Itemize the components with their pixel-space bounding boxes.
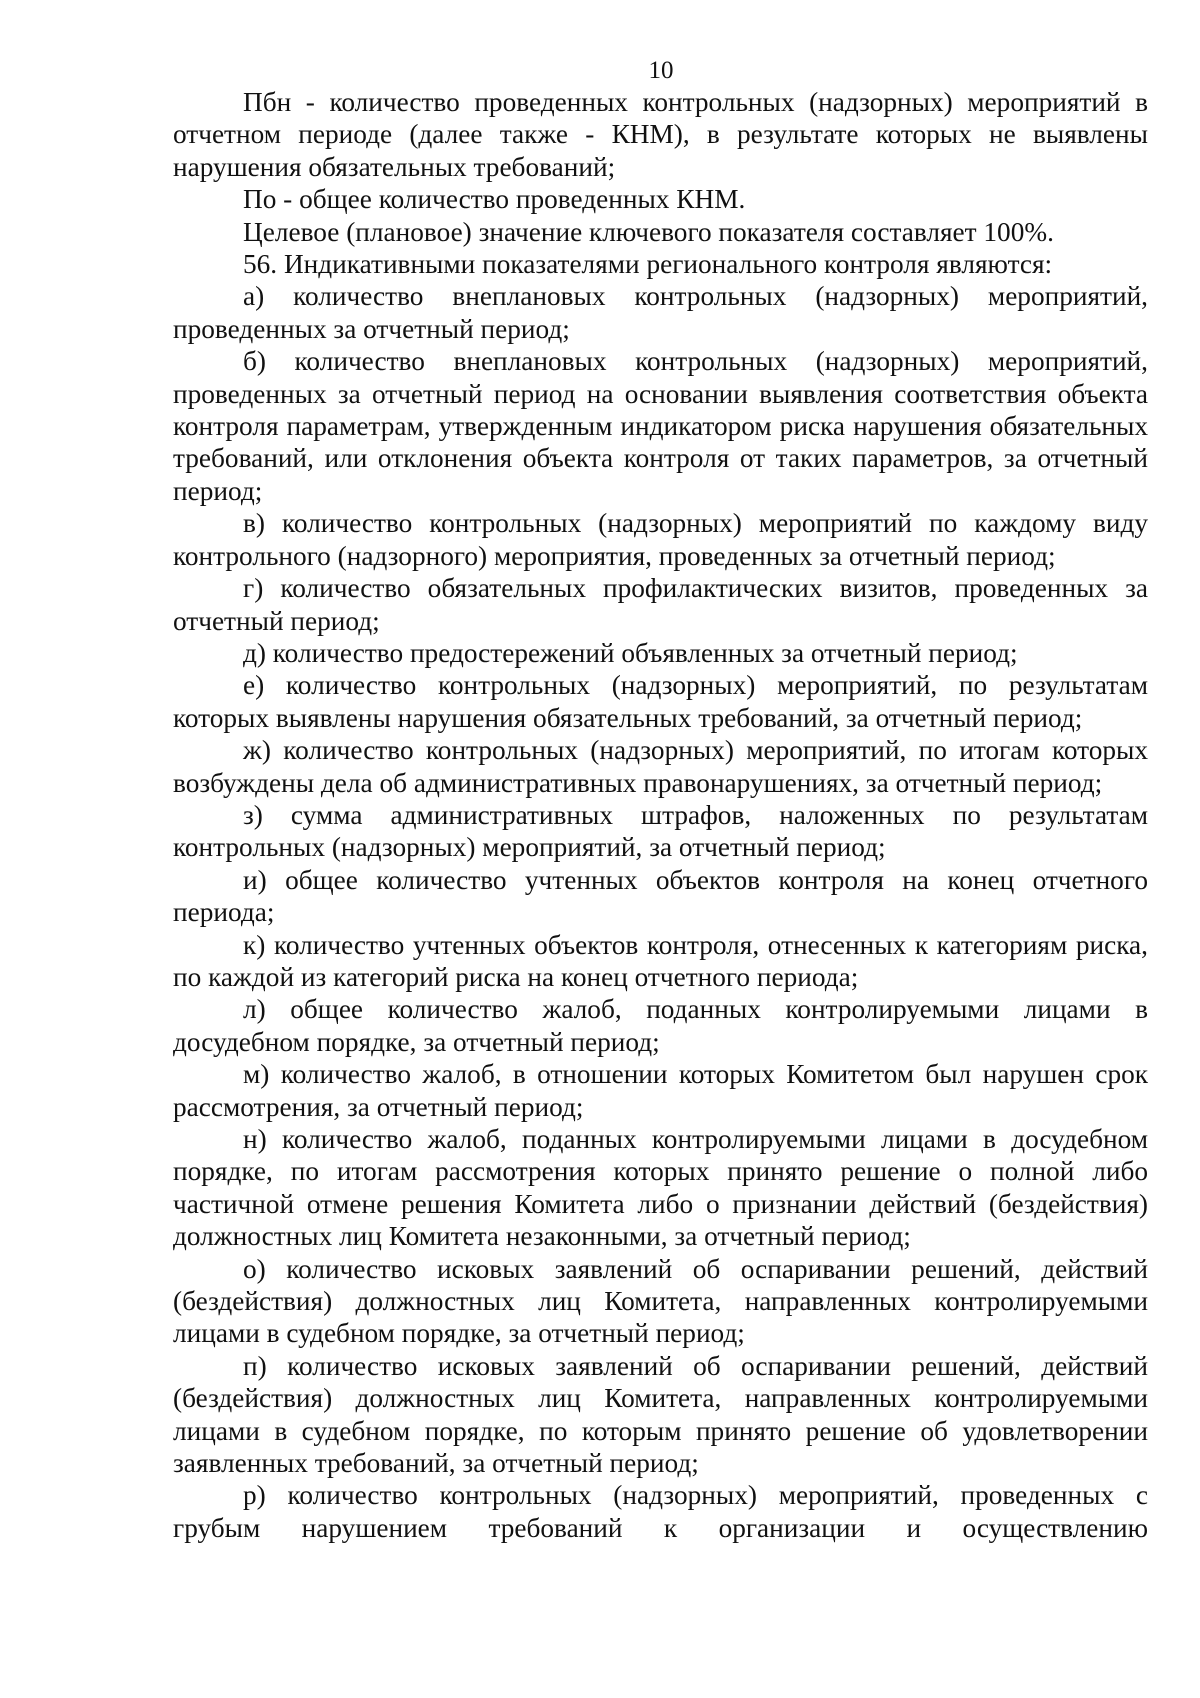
list-item-z: з) сумма административных штрафов, наложенных по результатам контрольных (надзорных) мероприятий, за отчетный период;	[173, 799, 1148, 863]
list-item-m: м) количество жалоб, в отношении которых Комитетом был нарушен срок рассмотрения, за отчетный период;	[173, 1059, 1148, 1122]
list-item-g: г) количество обязательных профилактических визитов, проведенных за отчетный период;	[173, 573, 1148, 636]
list-item-i: и) общее количество учтенных объектов контроля на конец отчетного периода;	[173, 864, 1148, 928]
list-item-e: е) количество контрольных (надзорных) мероприятий, по результатам которых выявлены нарушения обязательных требований, за отчетный период;	[173, 670, 1148, 733]
list-item-p: п) количество исковых заявлений об оспаривании решений, действий (бездействия) должностных лиц Комитета, направленных контролируемыми лицами в судебном порядке, по которым принято решение об удовлетворении заявленных требований, за отчетный период;	[173, 1350, 1148, 1479]
list-item-v: в) количество контрольных (надзорных) мероприятий по каждому виду контрольного (надзорного) мероприятия, проведенных за отчетный период;	[173, 508, 1148, 571]
list-item-n: н) количество жалоб, поданных контролируемыми лицами в досудебном порядке, по итогам рассмотрения которых принято решение о полной либо частичной отмене решения Комитета либо о признании действий (бездействия) должностных лиц Комитета незаконными, за отчетный период;	[173, 1124, 1148, 1252]
paragraph-pbn-definition: Пбн - количество проведенных контрольных (надзорных) мероприятий в отчетном периоде (далее также - КНМ), в результате которых не выявлены нарушения обязательных требований;	[173, 87, 1148, 182]
list-item-zh: ж) количество контрольных (надзорных) мероприятий, по итогам которых возбуждены дела об административных правонарушениях, за отчетный период;	[173, 735, 1148, 798]
document-body	[173, 86, 1148, 1544]
list-item-a: а) количество внеплановых контрольных (надзорных) мероприятий, проведенных за отчетный период;	[173, 281, 1148, 344]
page-number: 10	[648, 57, 674, 84]
list-item-b: б) количество внеплановых контрольных (надзорных) мероприятий, проведенных за отчетный период на основании выявления соответствия объекта контроля параметрам, утвержденным индикатором риска нарушения обязательных требований, или отклонения объекта контроля от таких параметров, за отчетный период;	[173, 346, 1148, 506]
list-item-r: р) количество контрольных (надзорных) мероприятий, проведенных с грубым нарушением требований к организации и осуществлению	[173, 1480, 1148, 1543]
list-item-d: д) количество предостережений объявленных за отчетный период;	[243, 637, 1018, 668]
list-item-k: к) количество учтенных объектов контроля, отнесенных к категориям риска, по каждой из категорий риска на конец отчетного периода;	[173, 929, 1148, 992]
paragraph-56-intro: 56. Индикативными показателями регионального контроля являются:	[243, 249, 1053, 280]
paragraph-target-value: Целевое (плановое) значение ключевого показателя составляет 100%.	[243, 216, 1054, 247]
paragraph-po-definition: По - общее количество проведенных КНМ.	[243, 184, 746, 215]
list-item-o: о) количество исковых заявлений об оспаривании решений, действий (бездействия) должностных лиц Комитета, направленных контролируемыми лицами в судебном порядке, за отчетный период;	[173, 1253, 1148, 1349]
list-item-l: л) общее количество жалоб, поданных контролируемыми лицами в досудебном порядке, за отчетный период;	[173, 994, 1148, 1057]
